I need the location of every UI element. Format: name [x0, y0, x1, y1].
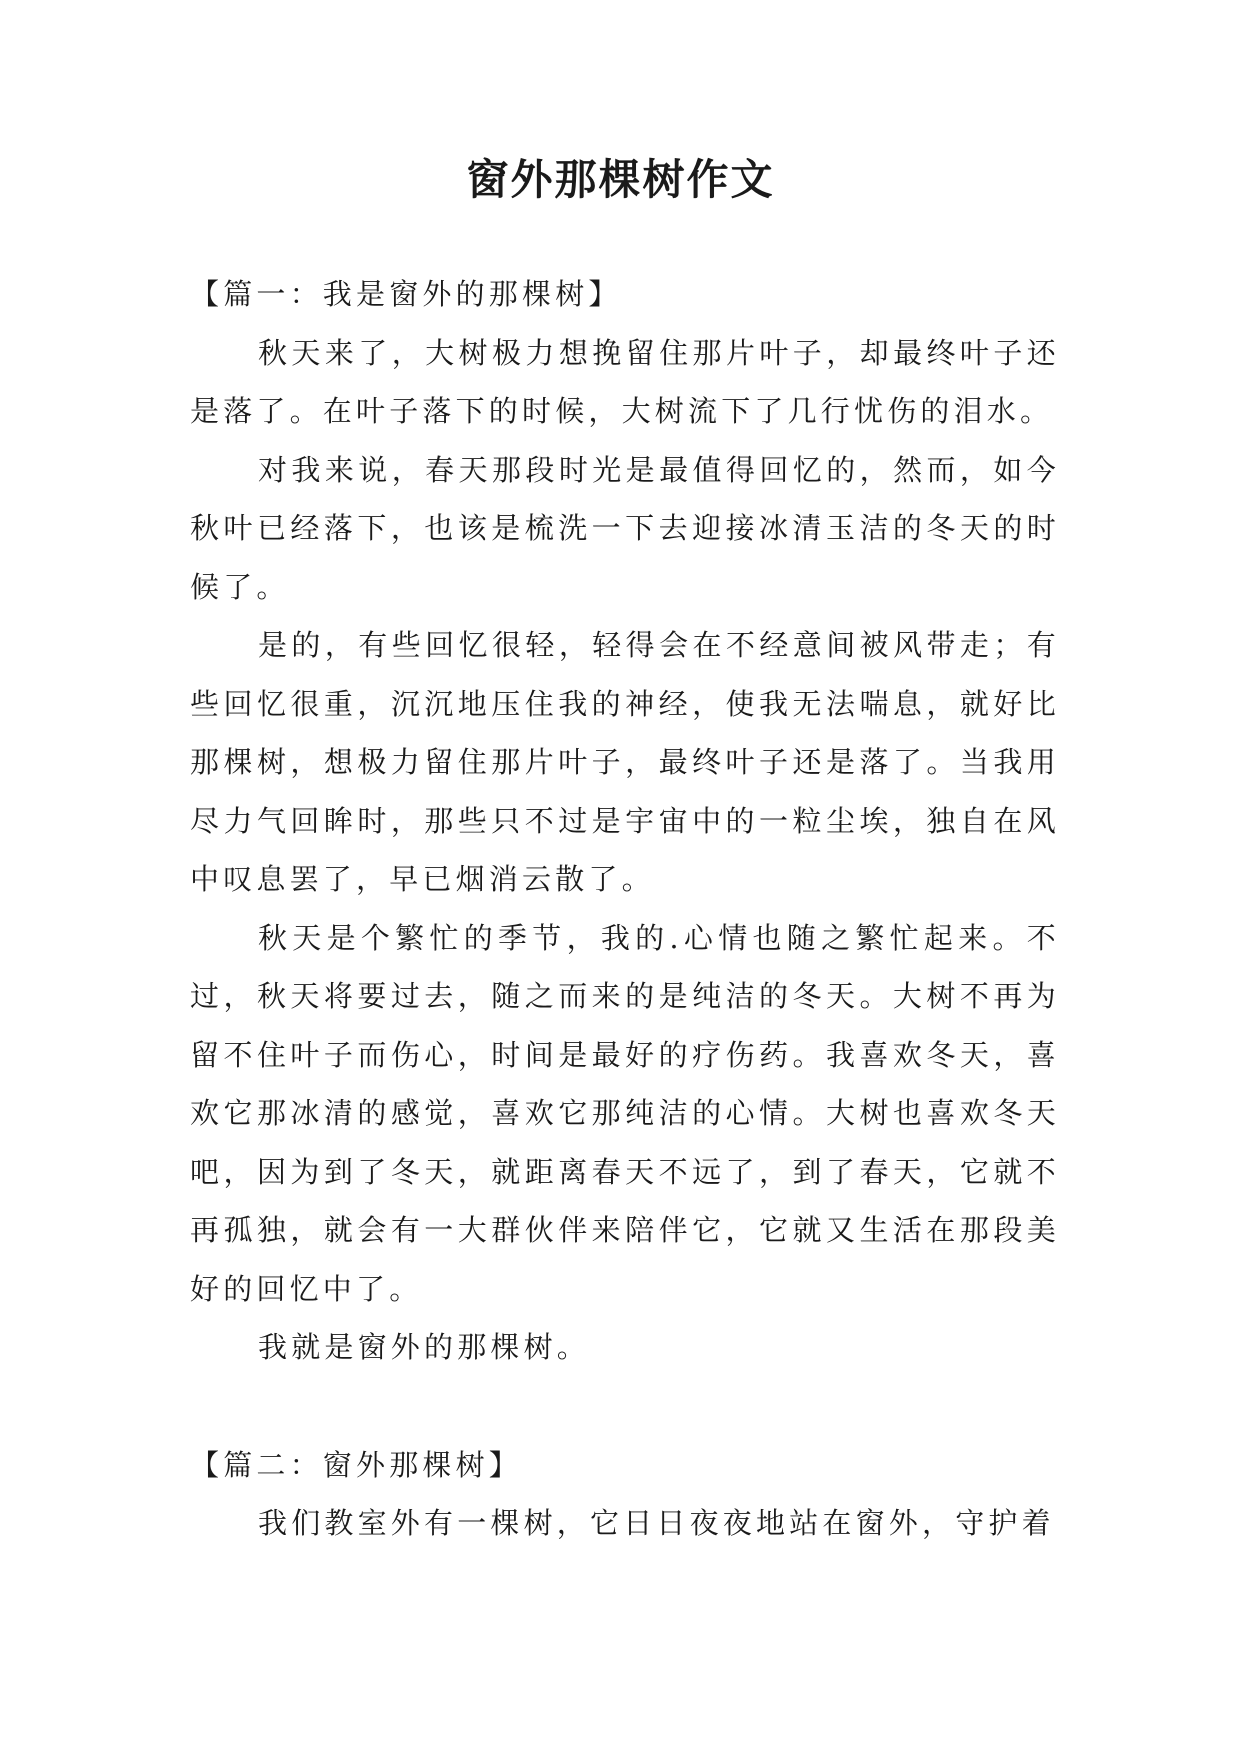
paragraph: 是的，有些回忆很轻，轻得会在不经意间被风带走；有些回忆很重，沉沉地压住我的神经，使我无法喘息，就好比那棵树，想极力留住那片叶子，最终叶子还是落了。当我用尽力气回眸时，那些只不过是宇宙中的一粒尘埃，独自在风中叹息罢了，早已烟消云散了。: [190, 628, 1060, 896]
paragraph: 我就是窗外的那棵树。: [258, 1330, 591, 1364]
section-1: [190, 265, 1060, 1377]
section-heading: 【篇一：我是窗外的那棵树】: [190, 277, 622, 311]
paragraph: 对我来说，春天那段时光是最值得回忆的，然而，如今秋叶已经落下，也该是梳洗一下去迎接冰清玉洁的冬天的时候了。: [190, 452, 1060, 604]
section-heading: 【篇二：窗外那棵树】: [190, 1447, 523, 1482]
paragraph: 我们教室外有一棵树，它日日夜夜地站在窗外，守护着: [258, 1506, 1055, 1540]
paragraph: 秋天来了，大树极力想挽留住那片叶子，却最终叶子还是落了。在叶子落下的时候，大树流下了几行忧伤的泪水。: [190, 335, 1060, 428]
section-spacer: [190, 1377, 1060, 1436]
document-body: [190, 265, 1060, 1553]
document-title: 窗外那棵树作文: [466, 155, 775, 204]
section-2: [190, 1436, 1060, 1553]
paragraph: 秋天是个繁忙的季节，我的.心情也随之繁忙起来。不过，秋天将要过去，随之而来的是纯洁的冬天。大树不再为留不住叶子而伤心，时间是最好的疗伤药。我喜欢冬天，喜欢它那冰清的感觉，喜欢它那纯洁的心情。大树也喜欢冬天吧，因为到了冬天，就距离春天不远了，到了春天，它就不再孤独，就会有一大群伙伴来陪伴它，它就又生活在那段美好的回忆中了。: [190, 920, 1060, 1306]
